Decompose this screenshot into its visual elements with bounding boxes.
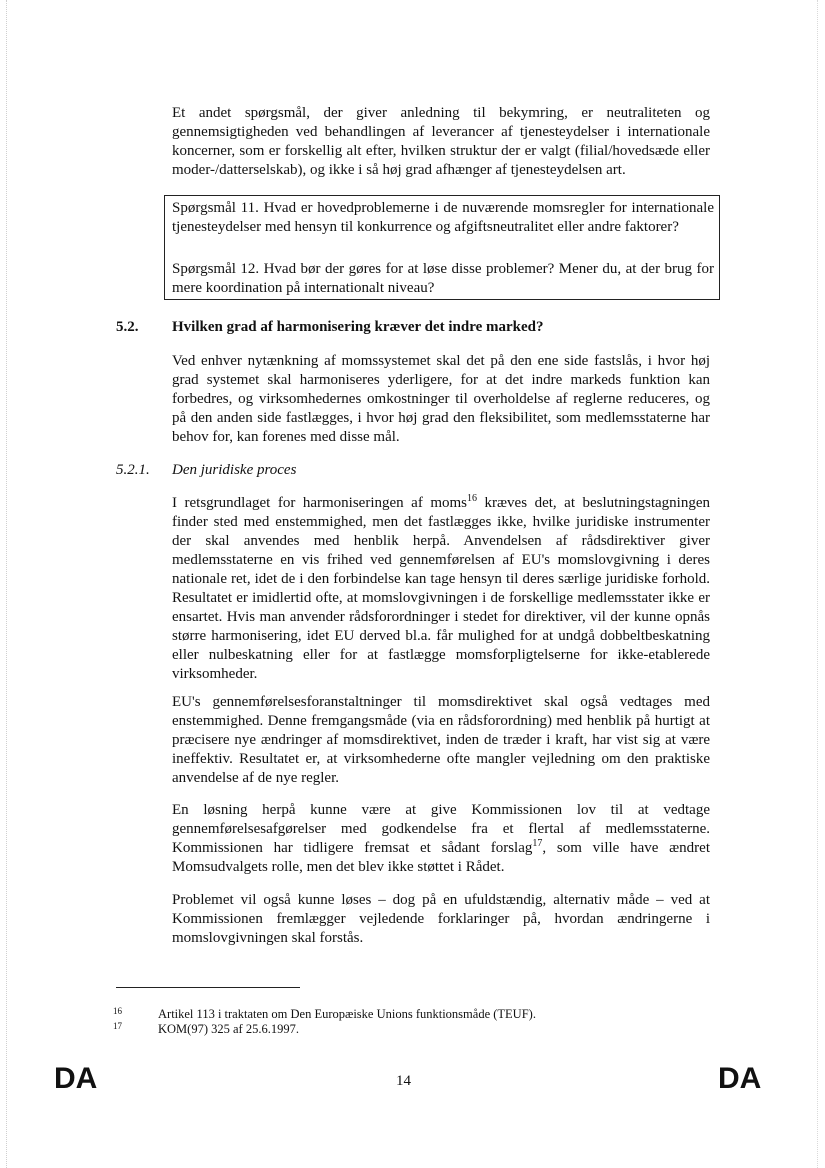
section-paragraph: Ved enhver nytænkning af momssystemet skal det på den ene side fastslås, i hvor høj grad systemet skal harmoniseres yderligere, for at det indre markeds funktion kan forbedres, og virksomhedernes omkostninger til overholdelse af reglerne reduceres, og på den anden side fastlægges, i hvor høj grad den fleksibilitet, som medlemsstaterne har behov for, kan forenes med disse mål. <box>172 353 710 445</box>
footnote-number: 16 <box>113 1006 122 1016</box>
language-code-right: DA <box>718 1062 762 1095</box>
scan-edge <box>6 0 8 1168</box>
paragraph-solution <box>172 801 710 877</box>
question-box <box>164 195 720 300</box>
footnote-divider <box>116 987 300 988</box>
paragraph-implementing-measures: EU's gennemførelsesforanstaltninger til momsdirektivet skal også vedtages med enstemmighed. Denne fremgangsmåde (via en rådsforordning) med henblik på hurtigt at præcisere nye ændringer af momsdirektivet, inden de træder i kraft, har vist sig at være ineffektiv. Resultatet er, at virksomhederne ofte mangler vejledning om den praktiske anvendelse af de nye regler. <box>172 694 710 786</box>
intro-paragraph: Et andet spørgsmål, der giver anledning til bekymring, er neutraliteten og gennemsigtigheden ved behandlingen af leverancer af tjenesteydelser i internationale koncerner, som er forskellig alt efter, hvilken struktur der er valgt (filial/hovedsæde eller moder-/datterselskab), og ikke i så høj grad afhænger af tjenesteydelsen art. <box>172 105 710 178</box>
footnote-ref: 16 <box>467 493 478 504</box>
paragraph-text: I retsgrundlaget for harmoniseringen af moms <box>172 495 468 511</box>
section-number: 5.2. <box>116 319 139 335</box>
footnote-number: 17 <box>113 1021 122 1031</box>
section-title: Hvilken grad af harmonisering kræver det indre marked? <box>172 319 544 335</box>
scan-edge <box>817 0 819 1168</box>
paragraph-text: En løsning herpå kunne være at give Kommissionen lov til at vedtage gennemførelsesafgørelser med godkendelse fra et flertal af medlemsstaterne. Kommissionen har tidligere fremsat et sådant forslag <box>172 802 710 856</box>
question-11: Spørgsmål 11. Hvad er hovedproblemerne i de nuværende momsregler for internationale tjenesteydelser med hensyn til konkurrence og afgiftsneutralitet eller andre faktorer? <box>172 200 714 235</box>
subsection-number: 5.2.1. <box>116 462 150 478</box>
question-12: Spørgsmål 12. Hvad bør der gøres for at løse disse problemer? Mener du, at der brug for mere koordination på internationalt niveau? <box>172 261 714 296</box>
paragraph-text: kræves det, at beslutningstagningen finder sted med enstemmighed, men det fastlægges ikke, hvilke juridiske instrumenter der skal anvendes med henblik herpå. Anvendelsen af rådsdirektiver giver medlemsstaterne en vis frihed ved gennemførelsen af EU's momslovgivning i deres nationale ret, idet de i den forbindelse kan tage hensyn til deres særlige juridiske forhold. Resultatet er imidlertid ofte, at momslovgivningen i de forskellige medlemsstater ikke er ensartet. Hvis man anvender rådsforordninger i stedet for direktiver, vil der kunne opnås større harmonisering, idet EU derved bl.a. får mulighed for at undgå dobbeltbeskatning eller nulbeskatning eller for at fastlægge momsforpligtelserne for ikke-etablerede virksomheder. <box>172 495 710 682</box>
language-code-left: DA <box>54 1062 98 1095</box>
paragraph-alternative: Problemet vil også kunne løses – dog på en ufuldstændig, alternativ måde – ved at Kommissionen fremlægger vejledende forklaringer på, hvordan ændringerne i momslovgivningen skal forstås. <box>172 892 710 946</box>
page-number: 14 <box>396 1073 411 1089</box>
paragraph-legal-basis <box>172 494 710 684</box>
footnote-text: KOM(97) 325 af 25.6.1997. <box>158 1022 299 1036</box>
subsection-title: Den juridiske proces <box>172 462 297 478</box>
paragraph-text: , som ville have ændret Momsudvalgets rolle, men det blev ikke støttet i Rådet. <box>172 840 710 875</box>
footnote-text: Artikel 113 i traktaten om Den Europæiske Unions funktionsmåde (TEUF). <box>158 1007 536 1021</box>
footnote-ref: 17 <box>532 838 543 849</box>
